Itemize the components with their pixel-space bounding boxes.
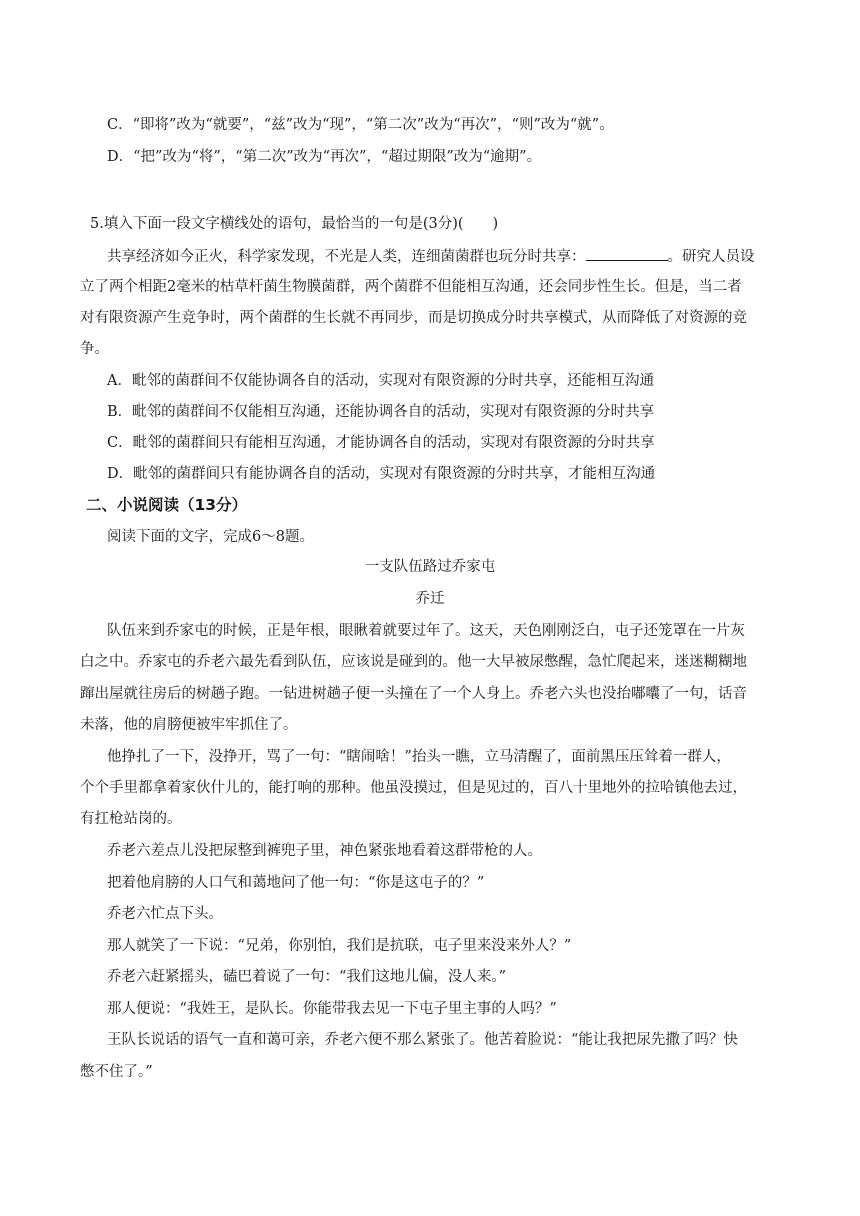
- story-line: 队伍来到乔家屯的时候，正是年根，眼瞅着就要过年了。这天，天色刚刚泛白，屯子还笼罩在一片灰: [107, 623, 745, 639]
- story-line: 个个手里都拿着家伙什儿的，能打响的那种。他虽没摸过，但是见过的，百八十里地外的拉哈镇他去过，: [80, 780, 747, 796]
- q5-passage-line-4: 争。: [80, 341, 109, 357]
- answer-blank[interactable]: [586, 246, 668, 261]
- prev-option-c: C．“即将”改为“就要”，“兹”改为“现”，“第二次”改为“再次”，“则”改为“就”。: [107, 117, 614, 133]
- q5-passage-text-cont: 。研究人员设: [667, 249, 755, 265]
- prev-option-d: D．“把”改为“将”，“第二次”改为“再次”，“超过期限”改为“逾期”。: [107, 149, 542, 165]
- story-line: 蹿出屋就往房后的树趟子跑。一钻进树趟子便一头撞在了一个人身上。乔老六头也没抬嘟囔了一句，话音: [80, 686, 747, 702]
- story-line: 有扛枪站岗的。: [80, 811, 182, 827]
- story-line: 把着他肩膀的人口气和蔼地问了他一句：“你是这屯子的？”: [107, 875, 485, 891]
- story-line: 他挣扎了一下，没挣开，骂了一句：“瞎闹啥！”抬头一瞧，立马清醒了，面前黑压压耸着一群人，: [107, 749, 731, 765]
- q5-option-d: D．毗邻的菌群间只有能协调各自的活动，实现对有限资源的分时共享，才能相互沟通: [107, 466, 656, 482]
- q5-passage-line-3: 对有限资源产生竞争时，两个菌群的生长就不再同步，而是切换成分时共享模式，从而降低了对资源的竞: [80, 310, 747, 326]
- q5-option-b: B．毗邻的菌群间不仅能相互沟通，还能协调各自的活动，实现对有限资源的分时共享: [107, 404, 655, 420]
- story-line: 乔老六忙点下头。: [107, 906, 223, 922]
- question-5-stem: 5.填入下面一段文字横线处的语句，最恰当的一句是(3分)( ): [90, 216, 499, 232]
- q5-passage-line-1: [107, 246, 755, 267]
- story-line: 白之中。乔家屯的乔老六最先看到队伍，应该说是碰到的。他一大早被尿憋醒，急忙爬起来，迷迷糊糊地: [80, 654, 747, 670]
- story-line: 王队长说话的语气一直和蔼可亲，乔老六便不那么紧张了。他苦着脸说：“能让我把尿先撒了吗？快: [107, 1032, 738, 1048]
- story-title: 一支队伍路过乔家屯: [364, 559, 496, 575]
- story-line: 乔老六赶紧摇头，磕巴着说了一句：“我们这地儿偏，没人来。”: [107, 969, 507, 985]
- q5-option-c: C．毗邻的菌群间只有能相互沟通，才能协调各自的活动，实现对有限资源的分时共享: [107, 435, 655, 451]
- story-line: 憋不住了。”: [80, 1064, 153, 1080]
- q5-option-a: A．毗邻的菌群间不仅能协调各自的活动，实现对有限资源的分时共享，还能相互沟通: [107, 373, 654, 389]
- reading-instruction: 阅读下面的文字，完成6～8题。: [107, 529, 314, 545]
- story-line: 那人便说：“我姓王，是队长。你能带我去见一下屯子里主事的人吗？”: [107, 1001, 557, 1017]
- story-author: 乔迁: [415, 591, 445, 607]
- section-heading: 二、小说阅读（13分）: [86, 496, 248, 514]
- q5-passage-text: 共享经济如今正火，科学家发现，不光是人类，连细菌菌群也玩分时共享：: [107, 249, 586, 265]
- story-line: 那人就笑了一下说：“兄弟，你别怕，我们是抗联，屯子里来没来外人？”: [107, 938, 572, 954]
- story-line: 未落，他的肩膀便被牢牢抓住了。: [80, 717, 298, 733]
- q5-passage-line-2: 立了两个相距2毫米的枯草杆菌生物膜菌群，两个菌群不但能相互沟通，还会同步性生长。但是，当二者: [80, 279, 742, 295]
- story-line: 乔老六差点儿没把尿整到裤兜子里，神色紧张地看着这群带枪的人。: [107, 843, 542, 859]
